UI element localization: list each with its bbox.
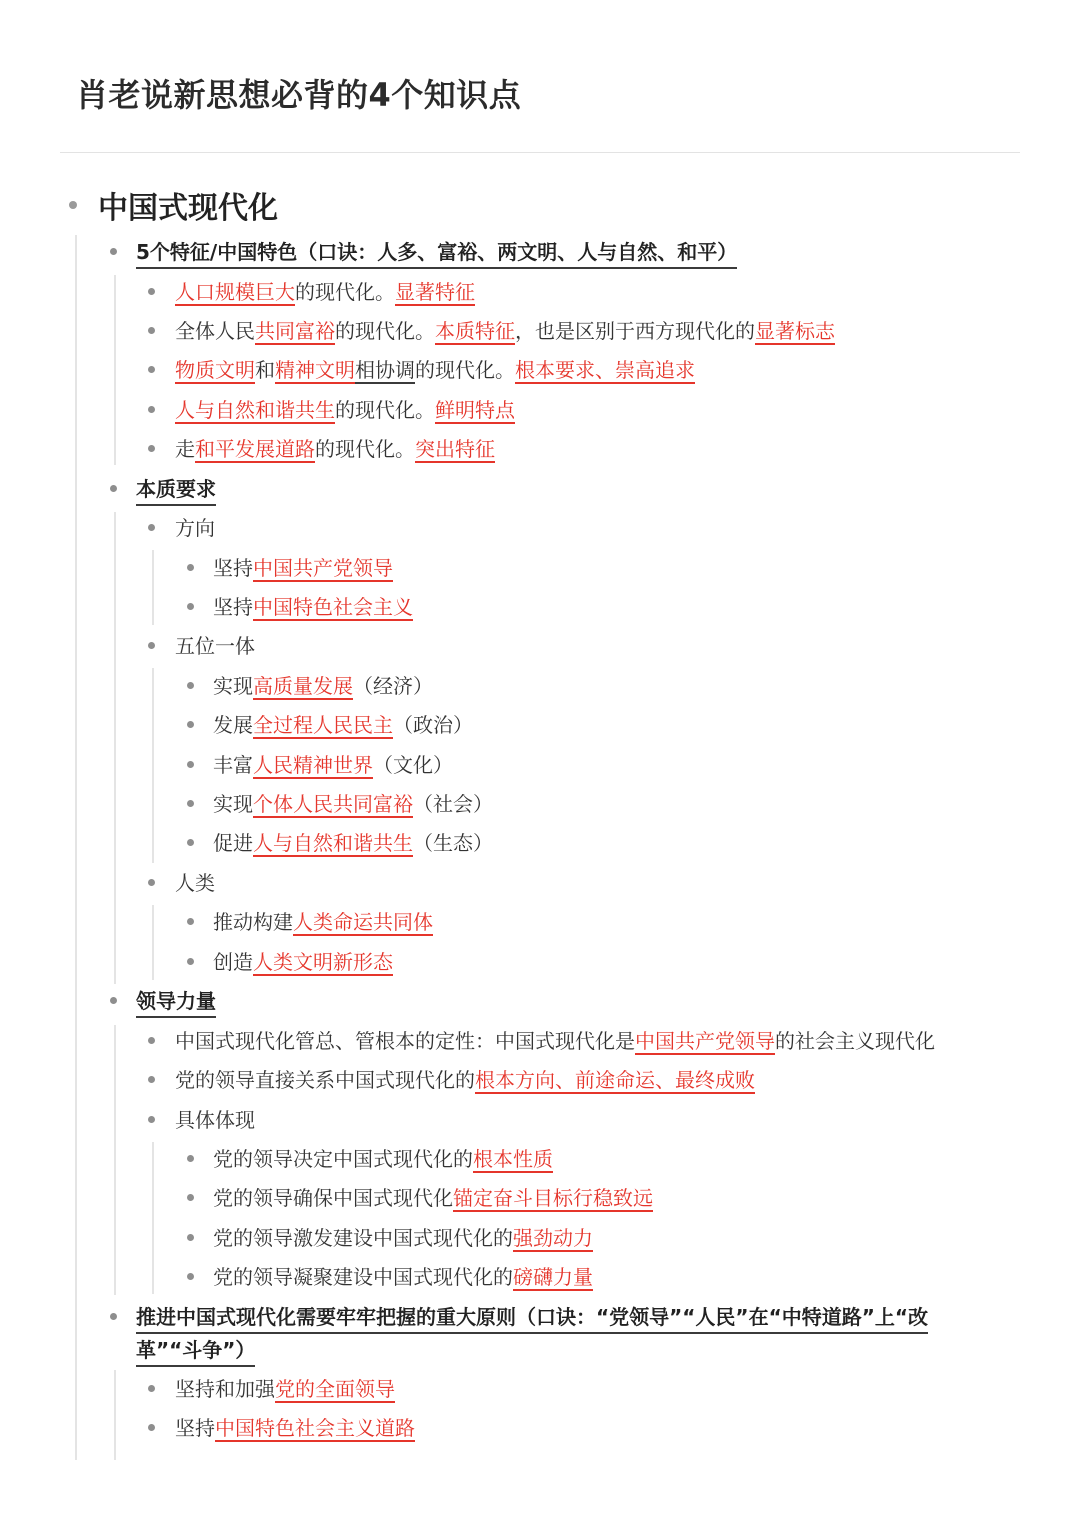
- list-item: 实现个体人民共同富裕（社会）: [0, 784, 1080, 824]
- keyword: 鲜明特点: [435, 398, 515, 422]
- list-item: 党的领导激发建设中国式现代化的强劲动力: [0, 1218, 1080, 1258]
- keyword: 人类命运共同体: [293, 910, 433, 934]
- list-item: 坚持中国特色社会主义: [0, 587, 1080, 627]
- keyword: 党的全面领导: [275, 1377, 395, 1401]
- bullet: [187, 1155, 194, 1162]
- bullet: [148, 879, 155, 886]
- list-item: 创造人类文明新形态: [0, 942, 1080, 982]
- list-item: 实现高质量发展（经济）: [0, 666, 1080, 706]
- bullet: [187, 839, 194, 846]
- bullet: [110, 485, 117, 492]
- keyword: 中国特色社会主义道路: [215, 1416, 415, 1440]
- bullet: [187, 682, 194, 689]
- keyword: 精神文明: [275, 358, 355, 382]
- bullet: [187, 958, 194, 965]
- keyword: 根本要求、崇高追求: [515, 358, 695, 382]
- bullet: [187, 1234, 194, 1241]
- bullet: [148, 327, 155, 334]
- list-item: 促进人与自然和谐共生（生态）: [0, 823, 1080, 863]
- keyword: 人类文明新形态: [253, 950, 393, 974]
- bullet: [110, 248, 117, 255]
- bullet: [187, 1194, 194, 1201]
- list-item: 走和平发展道路的现代化。突出特征: [0, 429, 1080, 469]
- bullet: [187, 918, 194, 925]
- list-item-continuation: [0, 1330, 1080, 1370]
- bullet: [148, 642, 155, 649]
- bullet: [187, 603, 194, 610]
- list-item: 人类: [0, 863, 1080, 903]
- keyword: 磅礴力量: [513, 1265, 593, 1289]
- list-item: [0, 469, 1080, 509]
- list-item: [0, 232, 1080, 272]
- keyword: 全过程人民民主: [253, 713, 393, 737]
- keyword: 中国共产党领导: [635, 1029, 775, 1053]
- list-item: 中国式现代化管总、管根本的定性：中国式现代化是中国共产党领导的社会主义现代化: [0, 1021, 1080, 1061]
- keyword: 人口规模巨大: [175, 280, 295, 304]
- keyword: 人与自然和谐共生: [253, 831, 413, 855]
- title-divider: [60, 152, 1020, 153]
- bullet: [187, 761, 194, 768]
- section-label-principles-cont: 革”“斗争”）: [136, 1338, 255, 1367]
- keyword: 人与自然和谐共生: [175, 398, 335, 422]
- bullet: [110, 1313, 117, 1320]
- bullet: [148, 1424, 155, 1431]
- list-item: 方向: [0, 508, 1080, 548]
- list-item: 具体体现: [0, 1100, 1080, 1140]
- section-label-principles: 推进中国式现代化需要牢牢把握的重大原则（口诀：“党领导”“人民”在“中特道路”上“改: [136, 1305, 928, 1334]
- keyword: 根本性质: [473, 1147, 553, 1171]
- keyword: 本质特征: [435, 319, 515, 343]
- section-label-features: 5个特征/中国特色（口诀：人多、富裕、两文明、人与自然、和平）: [136, 240, 737, 269]
- list-item: 坚持中国特色社会主义道路: [0, 1408, 1080, 1448]
- bullet: [148, 406, 155, 413]
- bullet: [148, 445, 155, 452]
- bullet: [148, 1037, 155, 1044]
- heading-bullet: [69, 201, 77, 209]
- list-item: 坚持中国共产党领导: [0, 548, 1080, 588]
- section-label-essence: 本质要求: [136, 477, 216, 506]
- bullet: [148, 1116, 155, 1123]
- list-item: 党的领导决定中国式现代化的根本性质: [0, 1139, 1080, 1179]
- keyword: 和平发展道路: [195, 437, 315, 461]
- bullet: [187, 1273, 194, 1280]
- bullet: [148, 1385, 155, 1392]
- bullet: [148, 524, 155, 531]
- keyword: 根本方向、前途命运、最终成败: [475, 1068, 755, 1092]
- list-item: 党的领导确保中国式现代化锚定奋斗目标行稳致远: [0, 1178, 1080, 1218]
- list-item: 推动构建人类命运共同体: [0, 902, 1080, 942]
- bullet: [148, 288, 155, 295]
- keyword: 高质量发展: [253, 674, 353, 698]
- list-item: 党的领导直接关系中国式现代化的根本方向、前途命运、最终成败: [0, 1060, 1080, 1100]
- bullet: [187, 564, 194, 571]
- list-item: 丰富人民精神世界（文化）: [0, 745, 1080, 785]
- list-item: 发展全过程人民民主（政治）: [0, 705, 1080, 745]
- bullet: [148, 366, 155, 373]
- list-item: 人口规模巨大的现代化。显著特征: [0, 272, 1080, 312]
- bullet: [110, 997, 117, 1004]
- keyword: 物质文明: [175, 358, 255, 382]
- list-item: 全体人民共同富裕的现代化。本质特征，也是区别于西方现代化的显著标志: [0, 311, 1080, 351]
- keyword: 突出特征: [415, 437, 495, 461]
- keyword: 显著标志: [755, 319, 835, 343]
- heading-main: 中国式现代化: [98, 191, 278, 226]
- keyword: 人民精神世界: [253, 753, 373, 777]
- list-item: 五位一体: [0, 626, 1080, 666]
- keyword: 锚定奋斗目标行稳致远: [453, 1186, 653, 1210]
- list-item: 物质文明和精神文明相协调的现代化。根本要求、崇高追求: [0, 350, 1080, 390]
- list-item: 人与自然和谐共生的现代化。鲜明特点: [0, 390, 1080, 430]
- list-item: 党的领导凝聚建设中国式现代化的磅礴力量: [0, 1257, 1080, 1297]
- bullet: [187, 721, 194, 728]
- keyword: 个体人民共同富裕: [253, 792, 413, 816]
- keyword: 共同富裕: [255, 319, 335, 343]
- bullet: [148, 1076, 155, 1083]
- keyword: 显著特征: [395, 280, 475, 304]
- bullet: [187, 800, 194, 807]
- keyword: 强劲动力: [513, 1226, 593, 1250]
- keyword: 中国共产党领导: [253, 556, 393, 580]
- section-label-leadership: 领导力量: [136, 989, 216, 1018]
- list-item: [0, 981, 1080, 1021]
- keyword: 中国特色社会主义: [253, 595, 413, 619]
- list-item: 坚持和加强党的全面领导: [0, 1369, 1080, 1409]
- page-title: 肖老说新思想必背的4个知识点: [76, 76, 522, 114]
